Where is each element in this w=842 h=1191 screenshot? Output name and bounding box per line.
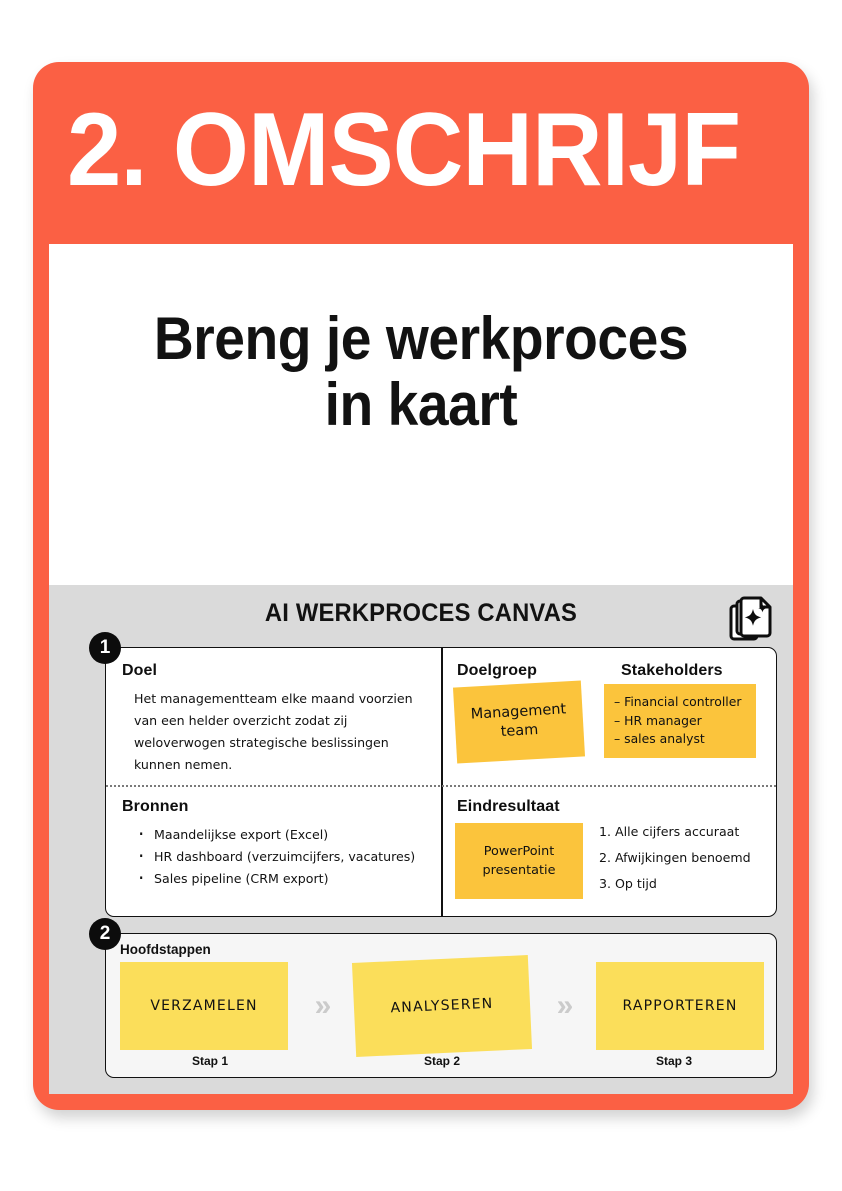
step-note-2: ANALYSEREN — [352, 955, 532, 1057]
step-caption-2: Stap 2 — [423, 1054, 460, 1068]
doel-body: Het managementteam elke maand voorzien van een helder overzicht zodat zij weloverwogen strategische beslissingen kunnen nemen. — [134, 691, 413, 772]
canvas-block-2 — [105, 933, 777, 1078]
stakeholders-heading: Stakeholders — [621, 662, 723, 679]
chevron-right-icon-1: » — [314, 989, 328, 1022]
sticky-note-eindresultaat: PowerPoint presentatie — [455, 823, 583, 899]
step-caption-1: Stap 1 — [191, 1054, 228, 1068]
sticky-note-doelgroep: Management team — [453, 680, 585, 763]
documents-sparkle-icon — [727, 592, 779, 644]
canvas-title: AI WERKPROCES CANVAS — [264, 599, 578, 627]
stakeholder-item: – Financial controller — [614, 694, 742, 709]
steps-row — [120, 961, 764, 1051]
bronnen-heading: Bronnen — [122, 798, 189, 815]
badge-2: 2 — [89, 918, 121, 950]
hero-panel — [49, 244, 793, 585]
sticky-note-stakeholders — [604, 684, 756, 758]
steps-captions — [120, 1054, 764, 1068]
doelgroep-heading: Doelgroep — [457, 662, 538, 679]
page-title-line-1: Breng je werkproces — [153, 305, 689, 372]
step-header-band — [33, 62, 809, 244]
cell-doelgroep-stakeholders — [441, 648, 776, 785]
list-item: · HR dashboard (verzuimcijfers, vacatures) — [136, 846, 425, 868]
eindresultaat-heading: Eindresultaat — [457, 798, 560, 815]
list-item: 1. Alle cijfers accuraat — [599, 824, 740, 839]
cell-doel — [106, 648, 441, 785]
bronnen-list — [122, 824, 425, 890]
canvas-block-1 — [105, 647, 777, 917]
step-caption-3: Stap 3 — [655, 1054, 692, 1068]
cell-bronnen — [106, 785, 441, 918]
stakeholder-item: – sales analyst — [614, 731, 705, 746]
list-item: 2. Afwijkingen benoemd — [599, 850, 751, 865]
step-note-3: RAPPORTEREN — [596, 962, 764, 1050]
page-title — [79, 306, 763, 438]
canvas-header — [49, 585, 793, 647]
step-note-1: VERZAMELEN — [120, 962, 288, 1050]
chevron-right-icon-2: » — [556, 989, 570, 1022]
step-header-title: 2. OMSCHRIJF — [67, 92, 741, 208]
stakeholder-item: – HR manager — [614, 712, 702, 728]
canvas-area — [49, 585, 793, 1094]
list-item: 3. Op tijd — [599, 876, 657, 891]
list-item: · Sales pipeline (CRM export) — [136, 868, 425, 890]
doel-heading: Doel — [122, 662, 158, 679]
badge-1: 1 — [89, 632, 121, 664]
page-title-line-2: in kaart — [324, 371, 518, 438]
cell-eindresultaat — [441, 785, 776, 918]
poster-card — [33, 62, 809, 1110]
eindresultaat-criteria — [599, 819, 751, 897]
hoofdstappen-heading: Hoofdstappen — [120, 942, 211, 957]
list-item: · Maandelijkse export (Excel) — [136, 824, 425, 846]
